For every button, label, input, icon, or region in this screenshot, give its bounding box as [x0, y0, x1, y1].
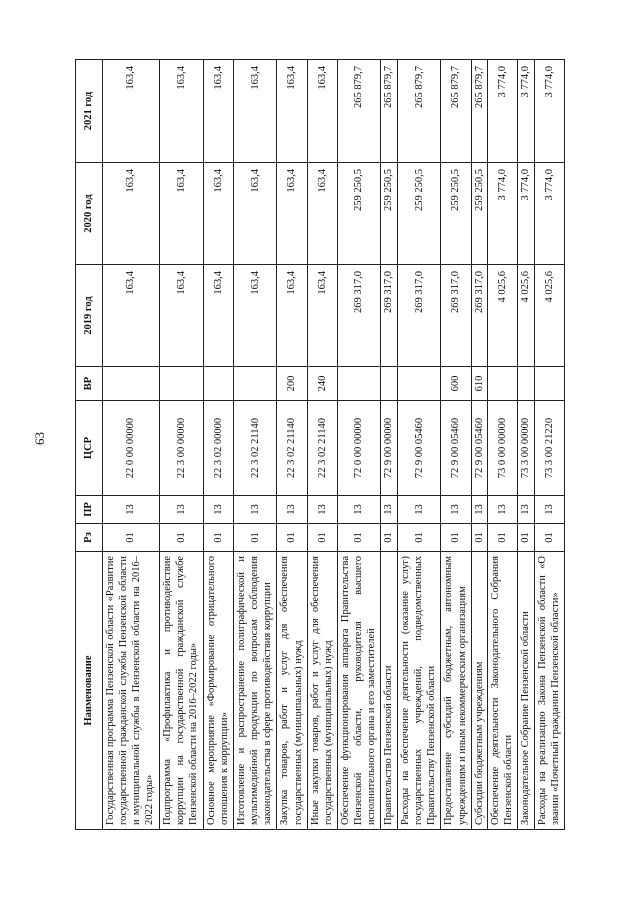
cell-name: Расходы на реализацию Закона Пензенской области «О звании «Почетный гражданин Пензенской области»	[534, 552, 564, 830]
cell-rz: 01	[160, 524, 204, 552]
cell-2021: 265 879,7	[381, 60, 398, 163]
header-2019: 2019 год	[76, 265, 103, 367]
cell-rz: 01	[518, 524, 535, 552]
cell-name: Расходы на обеспечение деятельности (оказание услуг) государственных учреждений, подведомственных Правительству Пензенской области	[397, 552, 441, 830]
cell-2021: 163,4	[103, 60, 160, 163]
cell-rz: 01	[397, 524, 441, 552]
cell-2019: 269 317,0	[397, 265, 441, 367]
cell-name: Обеспечение функционирования аппарата Правительства Пензенской области, руководителя высшего исполнительного органа и его заместителей	[337, 552, 381, 830]
cell-name: Изготовление и распространение полиграфической и мультимедийной продукции по вопросам соблюдения законодательства в сфере противодействия коррупции	[233, 552, 277, 830]
cell-name: Обеспечение деятельности Законодательного Собрания Пензенской области	[488, 552, 518, 830]
cell-2020: 163,4	[103, 163, 160, 265]
cell-vr	[397, 367, 441, 401]
header-2020: 2020 год	[76, 163, 103, 265]
cell-csr: 72 9 00 05460	[441, 401, 471, 496]
cell-vr	[103, 367, 160, 401]
budget-table	[75, 59, 565, 830]
cell-2021: 265 879,7	[337, 60, 381, 163]
cell-name: Предоставление субсидий бюджетным, автономным учреждениям и иным некоммерческим организациям	[441, 552, 471, 830]
cell-rz: 01	[233, 524, 277, 552]
cell-2021: 3 774,0	[518, 60, 535, 163]
cell-2021: 163,4	[307, 60, 337, 163]
cell-vr	[337, 367, 381, 401]
cell-rz: 01	[534, 524, 564, 552]
cell-pr: 13	[233, 496, 277, 524]
cell-csr: 73 0 00 00000	[488, 401, 518, 496]
cell-csr: 72 9 00 05460	[397, 401, 441, 496]
cell-csr: 72 9 00 00000	[381, 401, 398, 496]
cell-name: Законодательное Собрание Пензенской области	[518, 552, 535, 830]
cell-rz: 01	[277, 524, 307, 552]
cell-2019: 269 317,0	[441, 265, 471, 367]
table-header-row	[76, 60, 103, 830]
cell-rz: 01	[307, 524, 337, 552]
rotated-table-container	[75, 60, 565, 830]
cell-2021: 163,4	[203, 60, 233, 163]
cell-2020: 259 250,5	[471, 163, 488, 265]
cell-vr: 610	[471, 367, 488, 401]
cell-2020: 163,4	[277, 163, 307, 265]
cell-2019: 163,4	[307, 265, 337, 367]
cell-csr: 72 0 00 00000	[337, 401, 381, 496]
cell-pr: 13	[397, 496, 441, 524]
cell-rz: 01	[441, 524, 471, 552]
table-row	[233, 60, 277, 830]
cell-pr: 13	[337, 496, 381, 524]
cell-2021: 265 879,7	[471, 60, 488, 163]
cell-2019: 4 025,6	[518, 265, 535, 367]
cell-pr: 13	[307, 496, 337, 524]
cell-vr	[160, 367, 204, 401]
cell-2021: 163,4	[160, 60, 204, 163]
cell-2020: 163,4	[233, 163, 277, 265]
cell-2020: 259 250,5	[441, 163, 471, 265]
table-row	[534, 60, 564, 830]
header-vr: ВР	[76, 367, 103, 401]
cell-csr: 22 3 02 00000	[203, 401, 233, 496]
cell-rz: 01	[488, 524, 518, 552]
cell-pr: 13	[160, 496, 204, 524]
cell-vr	[518, 367, 535, 401]
table-row	[277, 60, 307, 830]
cell-vr: 240	[307, 367, 337, 401]
cell-pr: 13	[518, 496, 535, 524]
cell-2019: 163,4	[160, 265, 204, 367]
cell-name: Правительство Пензенской области	[381, 552, 398, 830]
cell-2019: 163,4	[277, 265, 307, 367]
header-pr: ПР	[76, 496, 103, 524]
cell-vr: 600	[441, 367, 471, 401]
cell-rz: 01	[381, 524, 398, 552]
table-row	[397, 60, 441, 830]
table-row	[441, 60, 471, 830]
cell-2020: 3 774,0	[534, 163, 564, 265]
table-row	[381, 60, 398, 830]
table-row	[471, 60, 488, 830]
cell-2019: 163,4	[233, 265, 277, 367]
cell-csr: 22 3 02 21140	[233, 401, 277, 496]
cell-name: Подпрограмма «Профилактика и противодействие коррупции на государственной гражданской службе Пензенской области на 2016–2022 годы»	[160, 552, 204, 830]
cell-name: Основное мероприятие «Формирование отрицательного отношения к коррупции»	[203, 552, 233, 830]
cell-2020: 259 250,5	[381, 163, 398, 265]
cell-2019: 4 025,6	[534, 265, 564, 367]
cell-2019: 4 025,6	[488, 265, 518, 367]
cell-name: Иные закупки товаров, работ и услуг для обеспечения государственных (муниципальных) нужд	[307, 552, 337, 830]
cell-2021: 163,4	[277, 60, 307, 163]
cell-vr	[488, 367, 518, 401]
cell-2019: 163,4	[203, 265, 233, 367]
cell-pr: 13	[471, 496, 488, 524]
cell-2021: 163,4	[233, 60, 277, 163]
table-row	[337, 60, 381, 830]
cell-vr	[233, 367, 277, 401]
page-number: 63	[32, 432, 47, 445]
header-rz: Рз	[76, 524, 103, 552]
cell-name: Субсидии бюджетным учреждениям	[471, 552, 488, 830]
cell-rz: 01	[471, 524, 488, 552]
cell-vr: 200	[277, 367, 307, 401]
cell-pr: 13	[534, 496, 564, 524]
cell-2019: 269 317,0	[381, 265, 398, 367]
header-name: Наименование	[76, 552, 103, 830]
cell-pr: 13	[441, 496, 471, 524]
cell-2019: 269 317,0	[337, 265, 381, 367]
cell-2021: 265 879,7	[441, 60, 471, 163]
cell-2020: 259 250,5	[337, 163, 381, 265]
table-row	[488, 60, 518, 830]
cell-vr	[203, 367, 233, 401]
table-row	[307, 60, 337, 830]
cell-2020: 163,4	[203, 163, 233, 265]
cell-2019: 269 317,0	[471, 265, 488, 367]
cell-name: Государственная программа Пензенской области «Развитие государственной гражданской службы Пензенской области и муниципальной службы в Пензенской области на 2016–2022 годы»	[103, 552, 160, 830]
table-row	[160, 60, 204, 830]
header-csr: ЦСР	[76, 401, 103, 496]
cell-2020: 3 774,0	[518, 163, 535, 265]
cell-csr: 22 3 00 00000	[160, 401, 204, 496]
cell-csr: 73 3 00 00000	[518, 401, 535, 496]
cell-2020: 163,4	[307, 163, 337, 265]
cell-csr: 72 9 00 05460	[471, 401, 488, 496]
table-row	[103, 60, 160, 830]
cell-csr: 73 3 00 21220	[534, 401, 564, 496]
cell-pr: 13	[381, 496, 398, 524]
table-row	[203, 60, 233, 830]
cell-2019: 163,4	[103, 265, 160, 367]
cell-2021: 3 774,0	[488, 60, 518, 163]
cell-pr: 13	[203, 496, 233, 524]
cell-rz: 01	[103, 524, 160, 552]
cell-csr: 22 0 00 00000	[103, 401, 160, 496]
cell-rz: 01	[337, 524, 381, 552]
cell-2020: 259 250,5	[397, 163, 441, 265]
cell-vr	[534, 367, 564, 401]
cell-vr	[381, 367, 398, 401]
cell-pr: 13	[103, 496, 160, 524]
cell-2021: 265 879,7	[397, 60, 441, 163]
cell-pr: 13	[488, 496, 518, 524]
cell-2020: 163,4	[160, 163, 204, 265]
cell-name: Закупка товаров, работ и услуг для обеспечения государственных (муниципальных) нужд	[277, 552, 307, 830]
header-2021: 2021 год	[76, 60, 103, 163]
cell-csr: 22 3 02 21140	[307, 401, 337, 496]
cell-2021: 3 774,0	[534, 60, 564, 163]
cell-rz: 01	[203, 524, 233, 552]
table-row	[518, 60, 535, 830]
cell-pr: 13	[277, 496, 307, 524]
cell-csr: 22 3 02 21140	[277, 401, 307, 496]
cell-2020: 3 774,0	[488, 163, 518, 265]
